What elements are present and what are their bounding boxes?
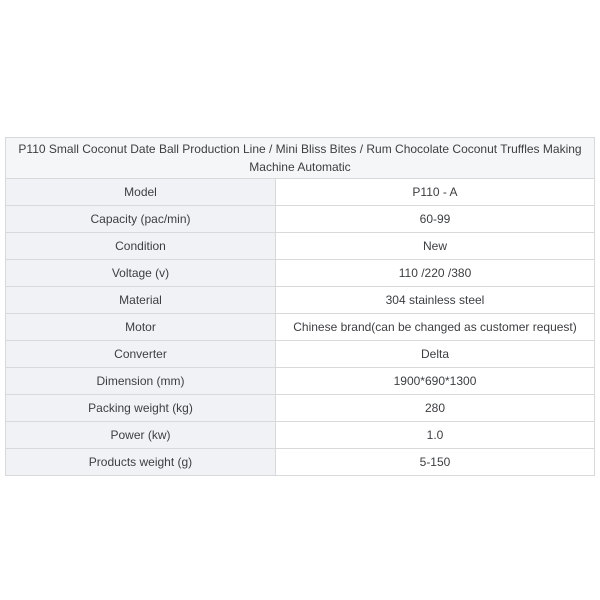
spec-label-cell: Power (kw) (6, 422, 276, 449)
spec-label-cell: Packing weight (kg) (6, 395, 276, 422)
spec-value-cell: 1900*690*1300 (276, 368, 595, 395)
table-row (6, 179, 595, 206)
spec-label-cell: Material (6, 287, 276, 314)
spec-value-cell: New (276, 233, 595, 260)
spec-value-cell: 110 /220 /380 (276, 260, 595, 287)
spec-table-container (5, 137, 595, 476)
spec-value-cell: Chinese brand(can be changed as customer request) (276, 314, 595, 341)
table-row (6, 206, 595, 233)
product-spec-table (5, 137, 595, 476)
spec-value-cell: 280 (276, 395, 595, 422)
table-row (6, 287, 595, 314)
spec-label-cell: Products weight (g) (6, 449, 276, 476)
spec-label-cell: Voltage (v) (6, 260, 276, 287)
spec-value-cell: P110 - A (276, 179, 595, 206)
table-row (6, 233, 595, 260)
spec-label-cell: Capacity (pac/min) (6, 206, 276, 233)
spec-title-row (6, 138, 595, 179)
spec-label-cell: Motor (6, 314, 276, 341)
spec-value-cell: 1.0 (276, 422, 595, 449)
table-row (6, 395, 595, 422)
spec-value-cell: 5-150 (276, 449, 595, 476)
spec-label-cell: Condition (6, 233, 276, 260)
table-row (6, 449, 595, 476)
table-row (6, 422, 595, 449)
spec-label-cell: Converter (6, 341, 276, 368)
spec-value-cell: Delta (276, 341, 595, 368)
table-row (6, 368, 595, 395)
spec-value-cell: 304 stainless steel (276, 287, 595, 314)
spec-table-title: P110 Small Coconut Date Ball Production Line / Mini Bliss Bites / Rum Chocolate Coconut Truffles Making Machine Automatic (6, 138, 595, 179)
spec-label-cell: Model (6, 179, 276, 206)
spec-value-cell: 60-99 (276, 206, 595, 233)
table-row (6, 260, 595, 287)
table-row (6, 341, 595, 368)
table-row (6, 314, 595, 341)
spec-label-cell: Dimension (mm) (6, 368, 276, 395)
